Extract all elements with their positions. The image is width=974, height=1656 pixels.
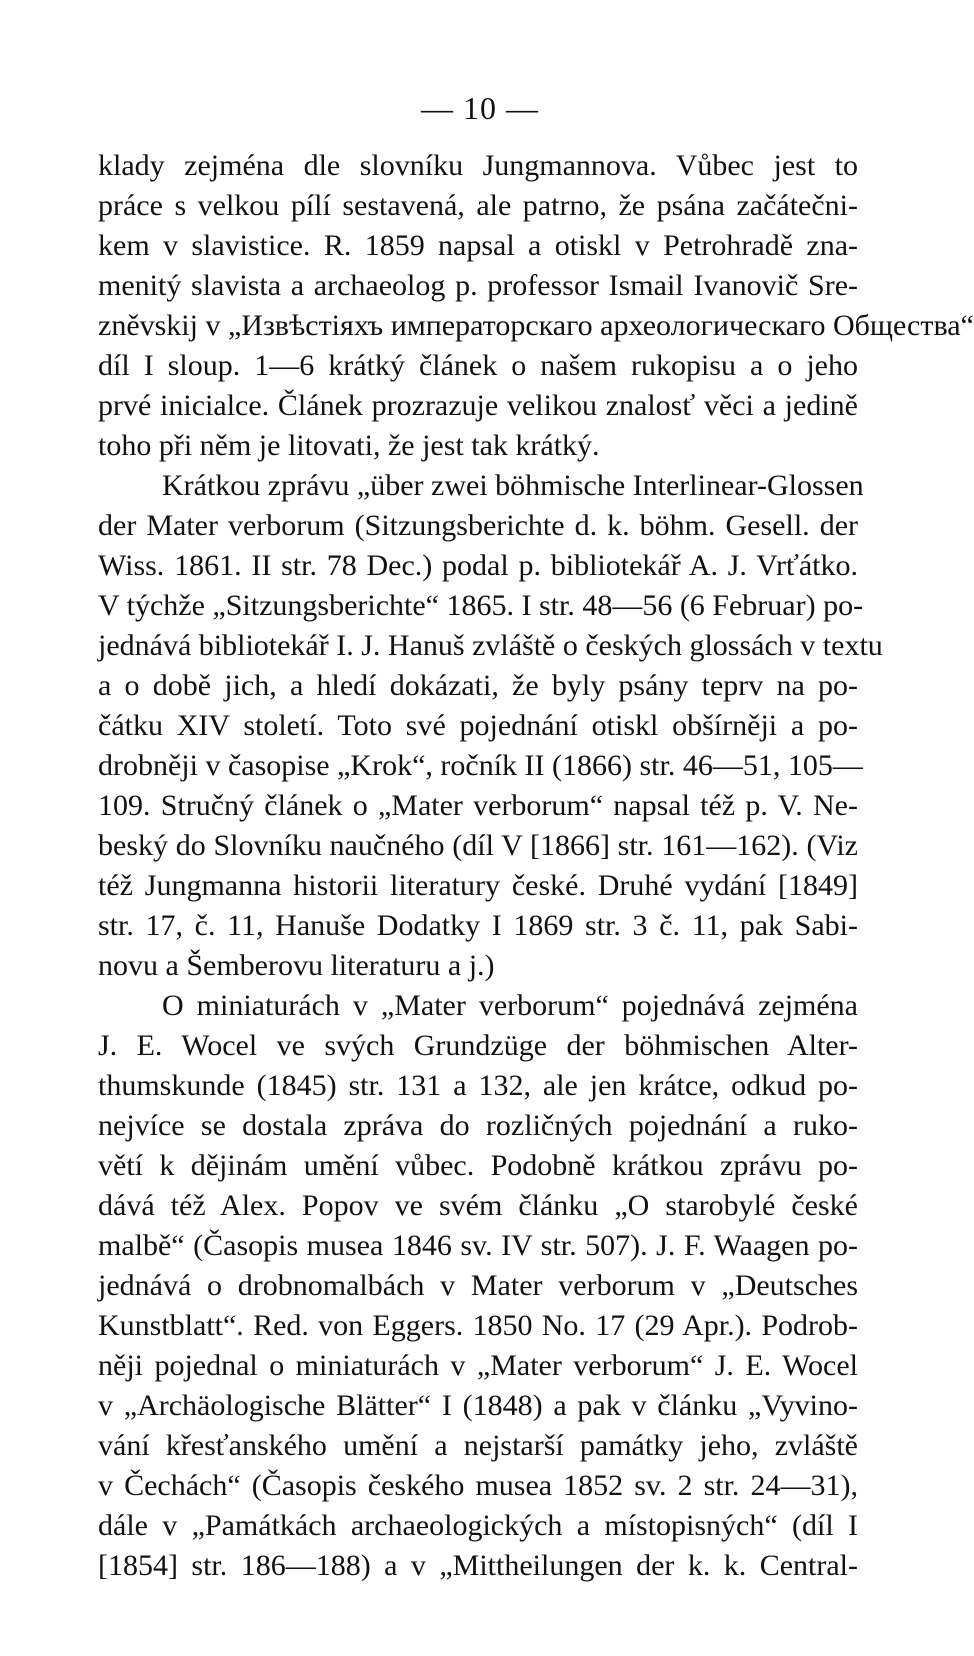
text-line: O miniaturách v „Mater verborum“ pojednává zejména [162, 989, 858, 1022]
text-line: v Čechách“ (Časopis českého musea 1852 sv. 2 str. 24—31), [98, 1469, 858, 1502]
text-line: jednává bibliotekář I. J. Hanuš zvláště o českých glossách v textu [98, 629, 883, 662]
body-text [98, 146, 974, 1586]
text-line: malbě“ (Časopis musea 1846 sv. IV str. 507). J. F. Waagen po- [98, 1229, 858, 1262]
text-line: nejvíce se dostala zpráva do rozličných pojednání a ruko- [98, 1109, 858, 1142]
text-line: beský do Slovníku naučného (díl V [1866] str. 161—162). (Viz [98, 829, 858, 862]
text-line: Wiss. 1861. II str. 78 Dec.) podal p. bibliotekář A. J. Vrťátko. [98, 549, 858, 582]
text-line: jednává o drobnomalbách v Mater verborum v „Deutsches [98, 1269, 858, 1302]
text-line: klady zejména dle slovníku Jungmannova. Vůbec jest to [98, 149, 858, 182]
text-line: V týchže „Sitzungsberichte“ 1865. I str. 48—56 (6 Februar) po- [98, 589, 864, 622]
text-line: J. E. Wocel ve svých Grundzüge der böhmischen Alter- [98, 1029, 858, 1062]
text-line: zněvskij v „Извѣстіяхъ императорскаго археологическаго Общества“ [98, 309, 974, 342]
text-line: v „Archäologische Blätter“ I (1848) a pak v článku „Vyvino- [98, 1389, 858, 1422]
text-line: něji pojednal o miniaturách v „Mater verborum“ J. E. Wocel [98, 1349, 858, 1382]
page-number: — 10 — [421, 90, 539, 126]
text-line: str. 17, č. 11, Hanuše Dodatky I 1869 str. 3 č. 11, pak Sabi- [98, 909, 858, 942]
text-line: dále v „Památkách archaeologických a místopisných“ (díl I [98, 1509, 858, 1542]
text-line: prvé inicialce. Článek prozrazuje velikou znalosť věci a jedině [98, 389, 858, 422]
text-line: dává též Alex. Popov ve svém článku „O starobylé české [98, 1189, 858, 1222]
text-line: novu a Šemberovu literaturu a j.) [98, 949, 495, 982]
text-line: menitý slavista a archaeolog p. professor Ismail Ivanovič Sre- [98, 269, 858, 302]
text-line: der Mater verborum (Sitzungsberichte d. k. böhm. Gesell. der [98, 509, 858, 542]
text-line: a o době jich, a hledí dokázati, že byly psány teprv na po- [98, 669, 858, 702]
text-line: toho při něm je litovati, že jest tak krátký. [98, 429, 600, 462]
text-line: thumskunde (1845) str. 131 a 132, ale jen krátce, odkud po- [98, 1069, 858, 1102]
text-line: díl I sloup. 1—6 krátký článek o našem rukopisu a o jeho [98, 349, 858, 382]
text-line: [1854] str. 186—188) a v „Mittheilungen der k. k. Central- [98, 1549, 858, 1582]
text-line: 109. Stručný článek o „Mater verborum“ napsal též p. V. Ne- [98, 789, 858, 822]
text-line: kem v slavistice. R. 1859 napsal a otiskl v Petrohradě zna- [98, 229, 858, 262]
text-line: čátku XIV století. Toto své pojednání otiskl obšírněji a po- [98, 709, 858, 742]
text-line: též Jungmanna historii literatury české. Druhé vydání [1849] [98, 869, 858, 902]
text-line: Kunstblatt“. Red. von Eggers. 1850 No. 17 (29 Apr.). Podrob- [98, 1309, 858, 1342]
text-line: větí k dějinám umění vůbec. Podobně krátkou zprávu po- [98, 1149, 858, 1182]
text-line: drobněji v časopise „Krok“, ročník II (1866) str. 46—51, 105— [98, 749, 863, 782]
text-line: vání křesťanského umění a nejstarší památky jeho, zvláště [98, 1429, 858, 1462]
text-line: Krátkou zprávu „über zwei böhmische Interlinear-Glossen [162, 469, 864, 502]
text-line: práce s velkou pílí sestavená, ale patrno, že psána začátečni- [98, 189, 858, 222]
